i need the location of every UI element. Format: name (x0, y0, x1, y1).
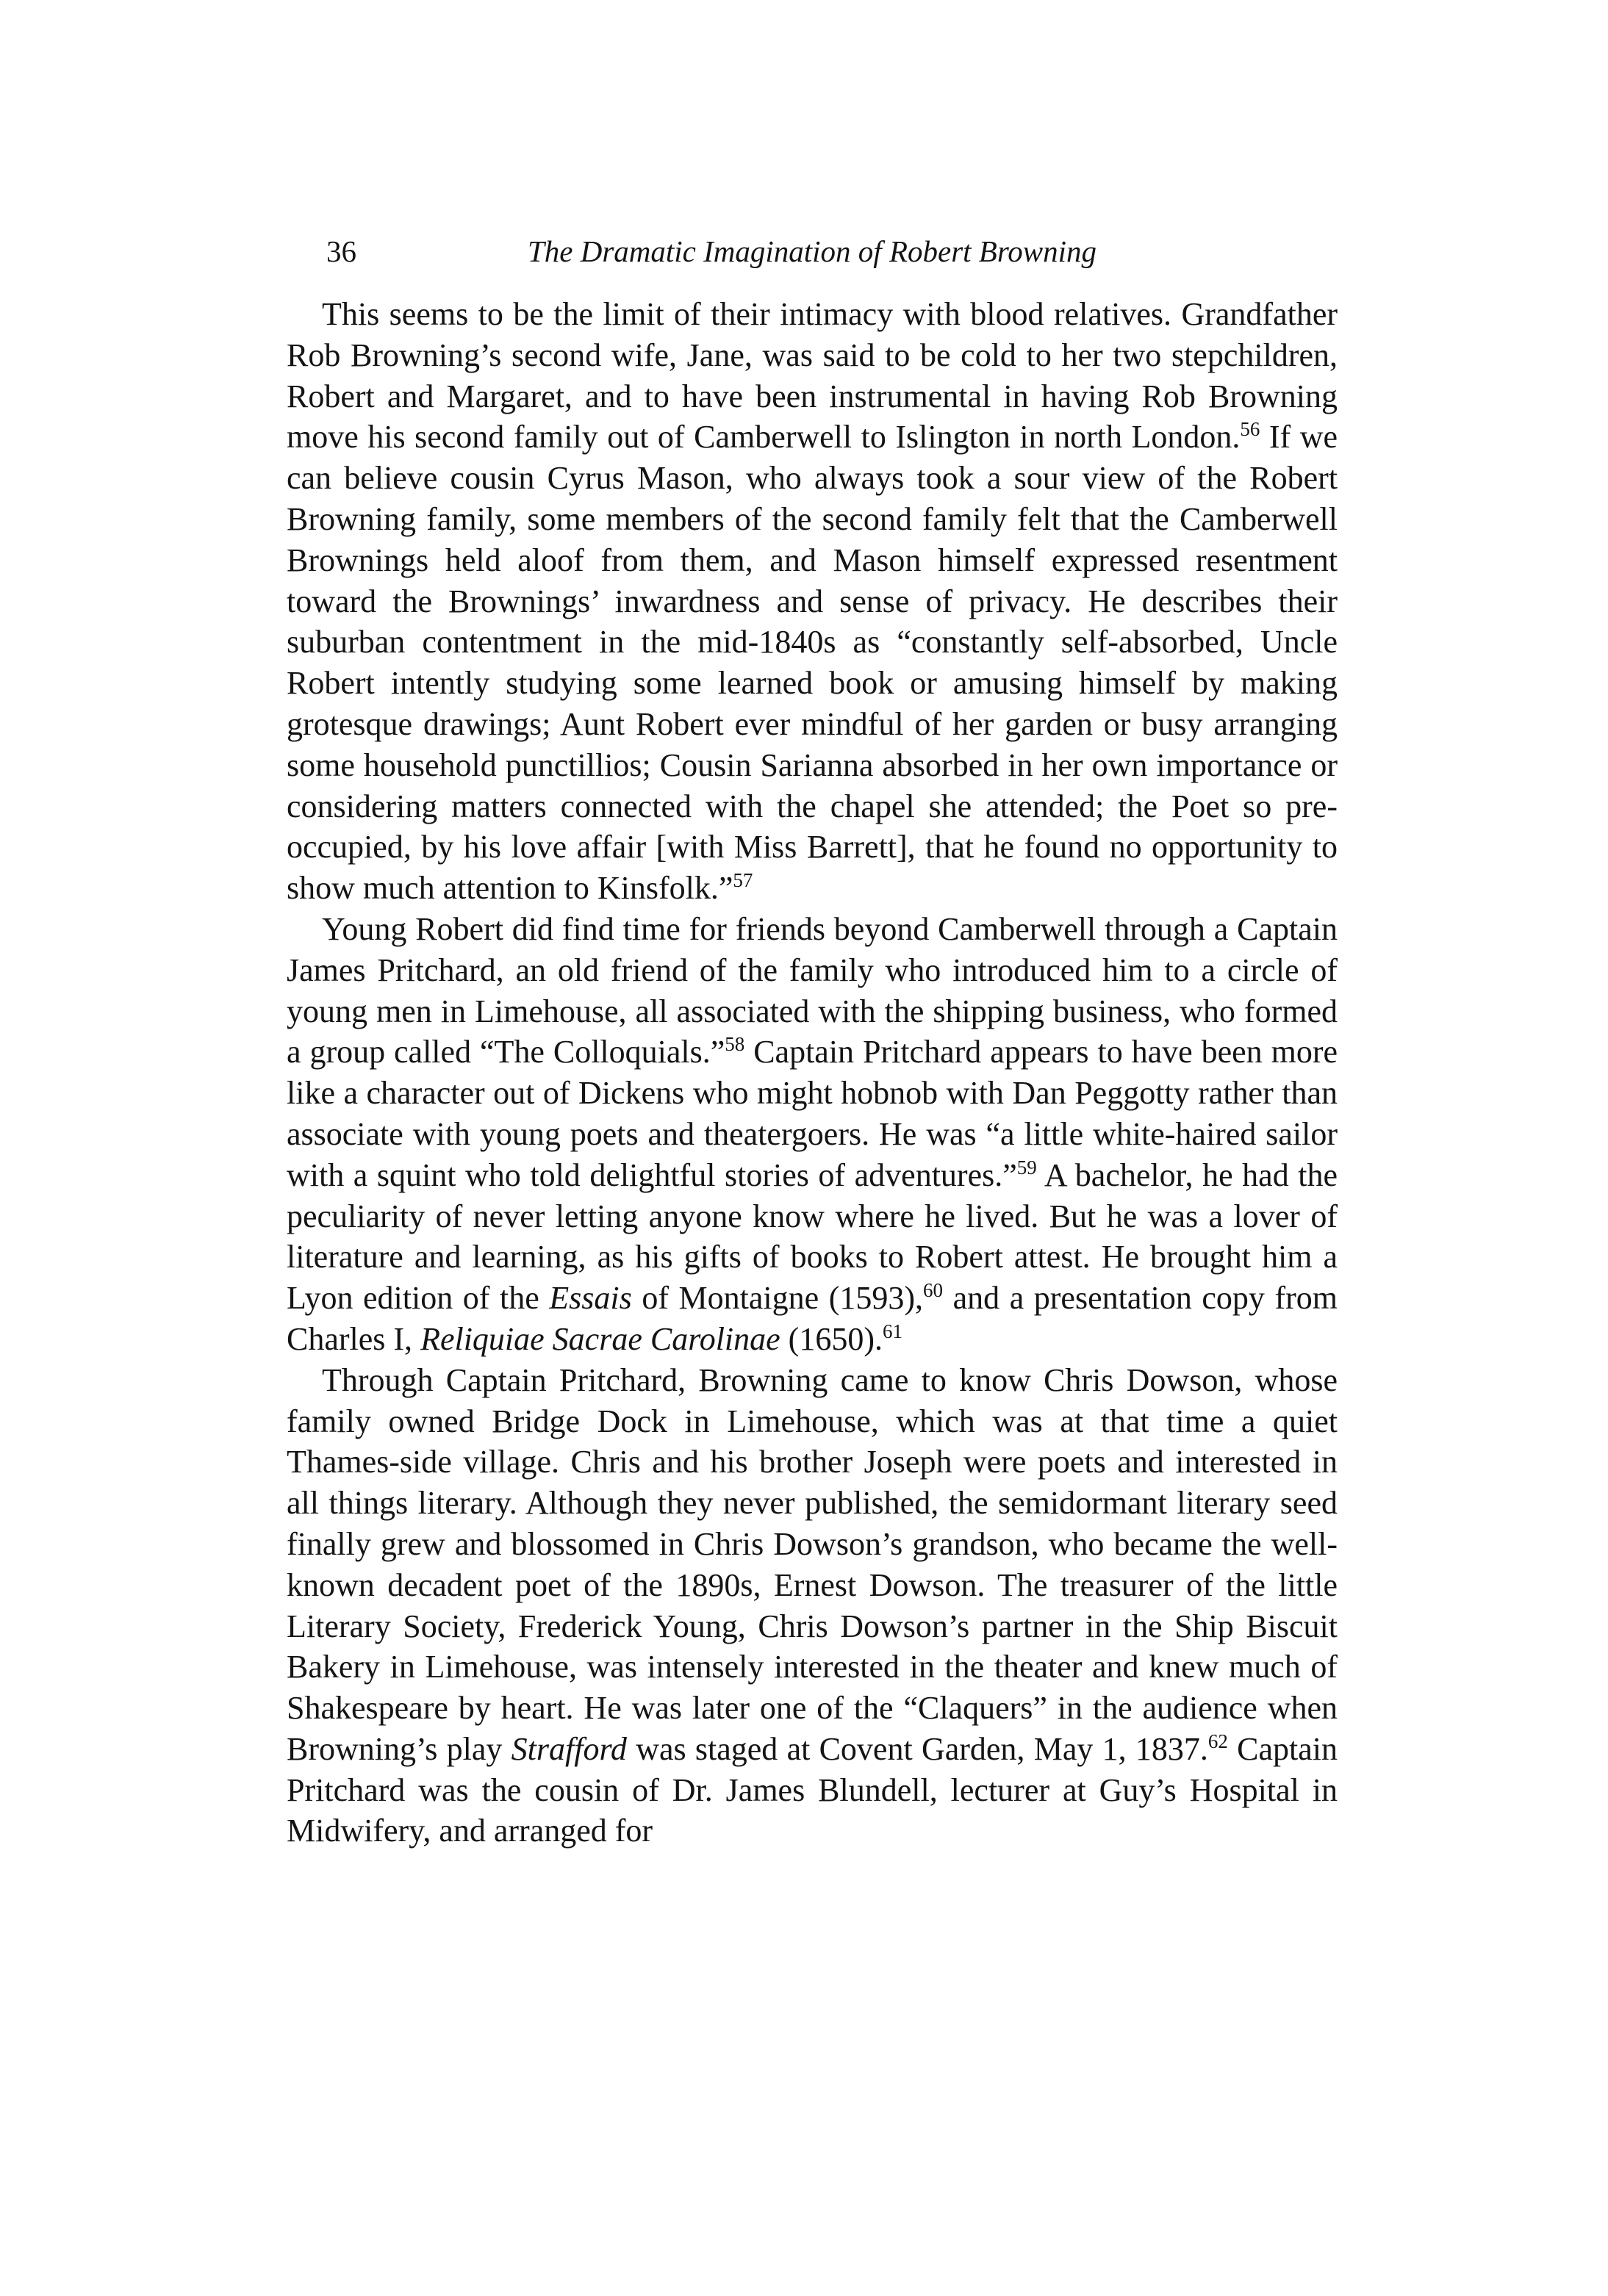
footnote-ref-56: 56 (1240, 418, 1260, 441)
text-run: Young Robert did find time for friends beyond Camberwell through a Captain James Pritchard, an old friend of the family who introduced him to a circle of young men in Limehouse, all associated with the shipping business, who formed a group called “The Colloquials.” (287, 910, 1338, 1070)
italic-title-strafford: Strafford (511, 1730, 627, 1767)
footnote-ref-62: 62 (1207, 1730, 1228, 1752)
text-run: Captain Pritchard was the cousin of Dr. James Blundell, lecturer at Guy’s Hospital in Midwifery, and arranged for (287, 1730, 1338, 1849)
paragraph-2 (287, 909, 1338, 1360)
text-run: If we can believe cousin Cyrus Mason, who always took a sour view of the Robert Browning family, some members of the second family felt that the Camberwell Brownings held aloof from them, and Mason himself expressed resentment toward the Brownings’ inwardness and sense of privacy. He describes their suburban contentment in the mid-1840s as “constantly self-absorbed, Uncle Robert intently studying some learned book or amusing himself by making grotesque drawings; Aunt Robert ever mindful of her garden or busy arranging some household punctillios; Cousin Sarianna absorbed in her own importance or considering matters connected with the chapel she attended; the Poet so pre-occupied, by his love affair [with Miss Barrett], that he found no opportunity to show much attention to Kinsfolk.” (287, 419, 1338, 907)
running-head (287, 229, 1338, 273)
text-run: (1650). (780, 1320, 883, 1357)
footnote-ref-58: 58 (725, 1033, 745, 1056)
text-run: was staged at Covent Garden, May 1, 1837. (626, 1730, 1208, 1767)
paragraph-1 (287, 294, 1338, 909)
text-run: A bachelor, he had the peculiarity of never letting anyone know where he lived. But he was a lover of literature and learning, as his gifts of books to Robert attest. He brought him a Lyon edition of the (287, 1156, 1338, 1317)
footnote-ref-60: 60 (923, 1279, 944, 1302)
running-title: The Dramatic Imagination of Robert Browning (527, 234, 1097, 268)
footnote-ref-61: 61 (882, 1320, 902, 1342)
italic-title-reliquiae: Reliquiae Sacrae Carolinae (420, 1320, 780, 1357)
footnote-ref-59: 59 (1016, 1156, 1037, 1178)
paragraph-3 (287, 1360, 1338, 1852)
text-run: Through Captain Pritchard, Browning came to know Chris Dowson, whose family owned Bridge Dock in Limehouse, which was at that time a quiet Thames-side village. Chris and his brother Joseph were poets and interested in all things literary. Although they never published, the semidormant literary seed finally grew and blossomed in Chris Dowson’s grandson, who became the well-known decadent poet of the 1890s, Ernest Dowson. The treasurer of the little Literary Society, Frederick Young, Chris Dowson’s partner in the Ship Biscuit Bakery in Limehouse, was intensely interested in the theater and knew much of Shakespeare by heart. He was later one of the “Claquers” in the audience when Browning’s play (287, 1361, 1338, 1767)
body-text (287, 294, 1338, 1851)
text-run: Captain Pritchard appears to have been more like a character out of Dickens who might hobnob with Dan Peggotty rather than associate with young poets and theatergoers. He was “a little white-haired sailor with a squint who told delightful stories of adventures.” (287, 1034, 1338, 1193)
italic-title-essais: Essais (549, 1280, 632, 1317)
text-run: This seems to be the limit of their intimacy with blood relatives. Grandfather Rob Browning’s second wife, Jane, was said to be cold to her two stepchildren, Robert and Margaret, and to have been instrumental in having Rob Browning move his second family out of Camberwell to Islington in north London. (287, 296, 1338, 456)
footnote-ref-57: 57 (733, 869, 753, 892)
page-number: 36 (326, 234, 356, 268)
text-run: of Montaigne (1593), (631, 1280, 924, 1317)
text-run: and a presentation copy from Charles I, (287, 1280, 1338, 1357)
